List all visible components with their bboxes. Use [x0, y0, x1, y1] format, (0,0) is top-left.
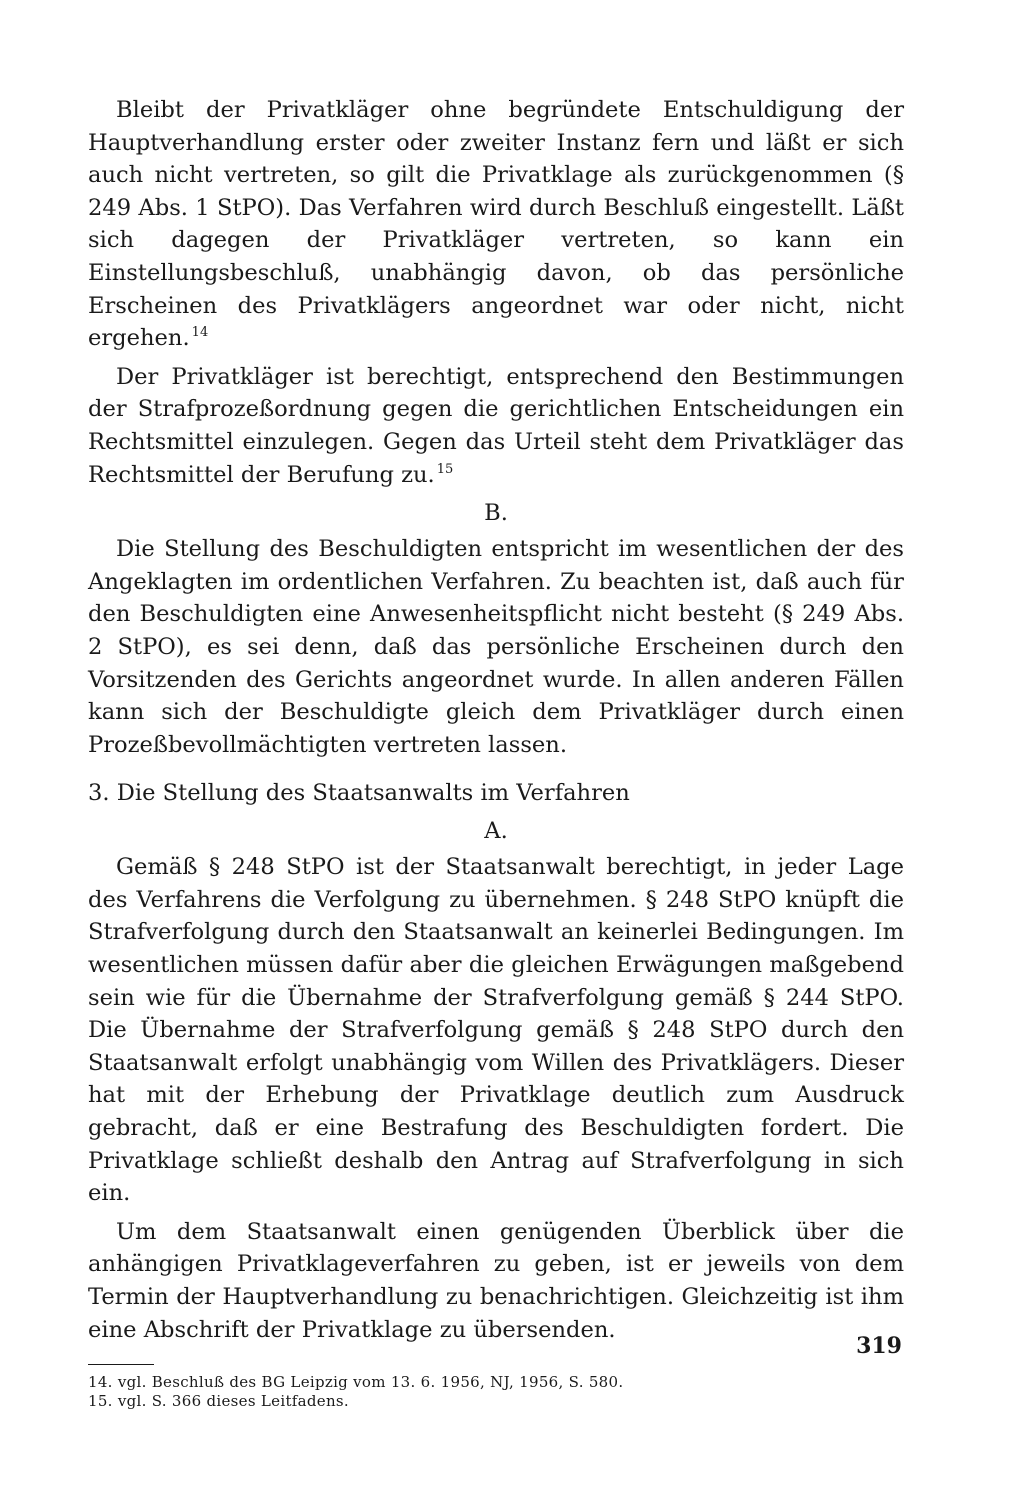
paragraph: Gemäß § 248 StPO ist der Staatsanwalt berechtigt, in jeder Lage des Verfahrens die Verfolgung zu übernehmen. § 248 StPO knüpft die Strafverfolgung durch den Staatsanwalt an keinerlei Bedingungen. Im wesentlichen müssen dafür aber die gleichen Erwägungen maßgebend sein wie für die Übernahme der Strafverfolgung gemäß § 244 StPO. Die Übernahme der Strafverfolgung gemäß § 248 StPO durch den Staatsanwalt erfolgt unabhängig vom Willen des Privatklägers. Dieser hat mit der Erhebung der Privatklage deutlich zum Ausdruck gebracht, daß er eine Bestrafung des Beschuldigten fordert. Die Privatklage schließt deshalb den Antrag auf Strafverfolgung in sich ein. — [88, 854, 904, 1207]
paragraph: Der Privatkläger ist berechtigt, entsprechend den Bestimmungen der Strafprozeßordnung gegen die gerichtlichen Entscheidungen ein Rechtsmittel einzulegen. Gegen das Urteil steht dem Privatkläger das Rechtsmittel der Berufung zu. $^{15}$ — [88, 363, 904, 488]
footnote: 15. vgl. S. 366 dieses Leitfadens. — [88, 1392, 349, 1411]
paragraph: Bleibt der Privatkläger ohne begründete Entschuldigung der Hauptverhandlung erster oder zweiter Instanz fern und läßt er sich auch nicht vertreten, so gilt die Privatklage als zurückgenommen (§ 249 Abs. 1 StPO). Das Verfahren wird durch Beschluß eingestellt. Läßt sich dagegen der Privatkläger vertreten, so kann ein Einstellungsbeschluß, unabhängig davon, ob das persönliche Erscheinen des Privatklägers angeordnet war oder nicht, nicht ergehen. $^{14}$ — [88, 97, 904, 352]
section-heading: 3. Die Stellung des Staatsanwalts im Verfahren — [88, 780, 630, 807]
section-letter-a: A. — [484, 818, 508, 845]
paragraph: Um dem Staatsanwalt einen genügenden Überblick über die anhängigen Privatklageverfahren zu geben, ist er jeweils von dem Termin der Hauptverhandlung zu benachrichtigen. Gleichzeitig ist ihm eine Abschrift der Privatklage zu übersenden. — [88, 1218, 904, 1343]
footnote-marker[interactable]: 15 — [436, 461, 454, 477]
footnote-divider — [88, 1364, 154, 1365]
page-number: 319 — [856, 1333, 902, 1359]
paragraph: Die Stellung des Beschuldigten entspricht im wesentlichen der des Angeklagten im ordentlichen Verfahren. Zu beachten ist, daß auch für den Beschuldigten eine Anwesenheitspflicht nicht besteht (§ 249 Abs. 2 StPO), es sei denn, daß das persönliche Erscheinen durch den Vorsitzenden des Gerichts angeordnet wurde. In allen anderen Fällen kann sich der Beschuldigte gleich dem Privatkläger durch einen Prozeßbevollmächtigten vertreten lassen. — [88, 536, 904, 758]
section-letter-b: B. — [484, 500, 508, 527]
footnote-marker[interactable]: 14 — [191, 325, 209, 341]
footnote: 14. vgl. Beschluß des BG Leipzig vom 13. 6. 1956, NJ, 1956, S. 580. — [88, 1373, 624, 1392]
page-body — [88, 94, 904, 1411]
